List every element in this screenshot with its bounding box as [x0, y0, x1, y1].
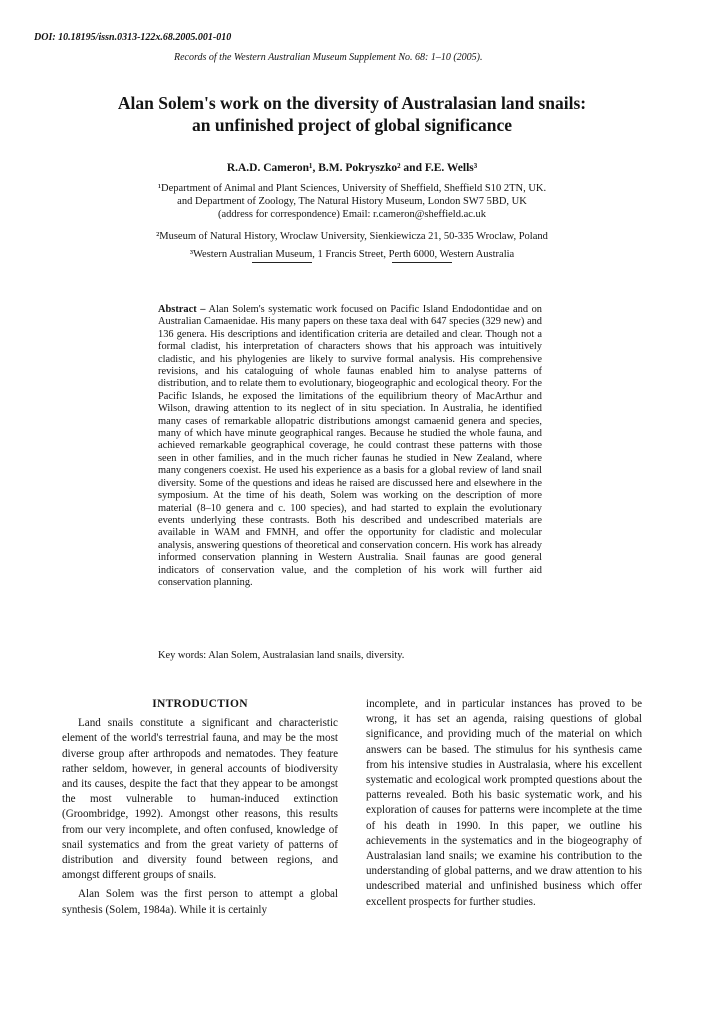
affiliation-2: ²Museum of Natural History, Wroclaw University, Sienkiewicza 21, 50-335 Wroclaw, Poland [156, 231, 548, 242]
title-line-2: an unfinished project of global significance [191, 115, 513, 135]
body-column-left [62, 697, 338, 922]
affiliation-3: ³Western Australian Museum, 1 Francis Street, Perth 6000, Western Australia [189, 249, 515, 260]
abstract [158, 304, 542, 589]
paper-title [60, 92, 644, 136]
journal-citation: Records of the Western Australian Museum Supplement No. 68: 1–10 (2005). [174, 52, 483, 63]
body-column-right [366, 697, 642, 914]
authors: R.A.D. Cameron¹, B.M. Pokryszko² and F.E. Wells³ [226, 162, 478, 174]
doi-line: DOI: 10.18195/issn.0313-122x.68.2005.001-010 [34, 32, 232, 43]
keywords: Key words: Alan Solem, Australasian land snails, diversity. [158, 650, 405, 661]
affiliation-1-line-1: ¹Department of Animal and Plant Sciences, University of Sheffield, Sheffield S10 2TN, UK. [157, 183, 547, 194]
title-line-1: Alan Solem's work on the diversity of Australasian land snails: [117, 93, 587, 113]
body-paragraph: Land snails constitute a significant and characteristic element of the world's terrestrial fauna, and may be the most diverse group after arthropods and nematodes. They feature rather seldom, however, in general accounts of biodiversity and its causes, despite the fact that they appear to be amongst the most vulnerable to human-induced extinction (Groombridge, 1992). Amongst other reasons, this results from our very incomplete, and often confused, knowledge of snail systematics and from the great variety of patterns of distribution and diversity found between regions, and amongst different groups of snails. [62, 717, 338, 882]
affiliation-1-line-3: (address for correspondence) Email: r.cameron@sheffield.ac.uk [217, 209, 487, 220]
affiliation-1 [60, 182, 644, 221]
rule-right [392, 262, 452, 263]
body-paragraph: incomplete, and in particular instances has proved to be wrong, it has set an agenda, raising questions of global significance, and providing much of the material on which answers can be based. The stimulus for his synthesis came from his intensive studies in Australasia, where his excellent systematic and ecological work prompted questions about the patterns revealed. Both his basic systematic work, and his exploration of causes for patterns were incomplete at the time of his death in 1990. In this paper, we outline his achievements in the systematics and in the biogeography of Australasian land snails; we examine his contribution to the understanding of global patterns, and we draw attention to his undescribed material and unfinished business which offer excellent prospects for further studies. [366, 698, 642, 908]
body-paragraph: Alan Solem was the first person to attempt a global synthesis (Solem, 1984a). While it is certainly [62, 888, 338, 916]
abstract-label: Abstract – [158, 304, 206, 315]
affiliation-1-line-2: and Department of Zoology, The Natural History Museum, London SW7 5BD, UK [177, 196, 527, 207]
rule-left [252, 262, 312, 263]
abstract-text: Alan Solem's systematic work focused on Pacific Island Endodontidae and on Australian Camaenidae. His many papers on these taxa deal with 647 species (329 new) and 136 genera. His descriptions and identification criteria are detailed and clear. Though not a formal cladist, his interpretation of characters shows that his approach was intuitively cladistic, and his phylogenies are likely to survive formal analysis. His comprehensive revisions, and his cataloguing of whole faunas enabled him to analyse patterns of distribution, and to relate them to evolutionary, biogeographic and ecological theory. For the Pacific Islands, he exposed the limitations of the equilibrium theory of MacArthur and Wilson, drawing attention to its neglect of in situ speciation. In Australia, he identified many cases of remarkable allopatric distributions amongst camaenid genera and species, many of which have minute geographical ranges. Because he studied the whole fauna, and achieved remarkable geographical coverage, he could contrast these patterns with those seen in other families, and in the much richer faunas he studied in New Zealand, where many congeners coexist. He used his experience as a basis for a global review of land snail diversity. Some of the questions and ideas he raised are discussed here and elsewhere in the symposium. At the time of his death, Solem was working on the description of more material (8–10 genera and c. 100 species), and had started to explain the evolutionary events underlying these contrasts. Both his described and undescribed materials are available in WAM and FMNH, and offer the opportunity for cladistic and molecular analysis, answering questions of theoretical and conservation concern. His work has already informed conservation planning in Western Australia. Snail faunas are good general indicators of conservation value, and the completion of his work will further aid conservation planning. [158, 304, 542, 588]
section-heading: INTRODUCTION [152, 698, 248, 710]
